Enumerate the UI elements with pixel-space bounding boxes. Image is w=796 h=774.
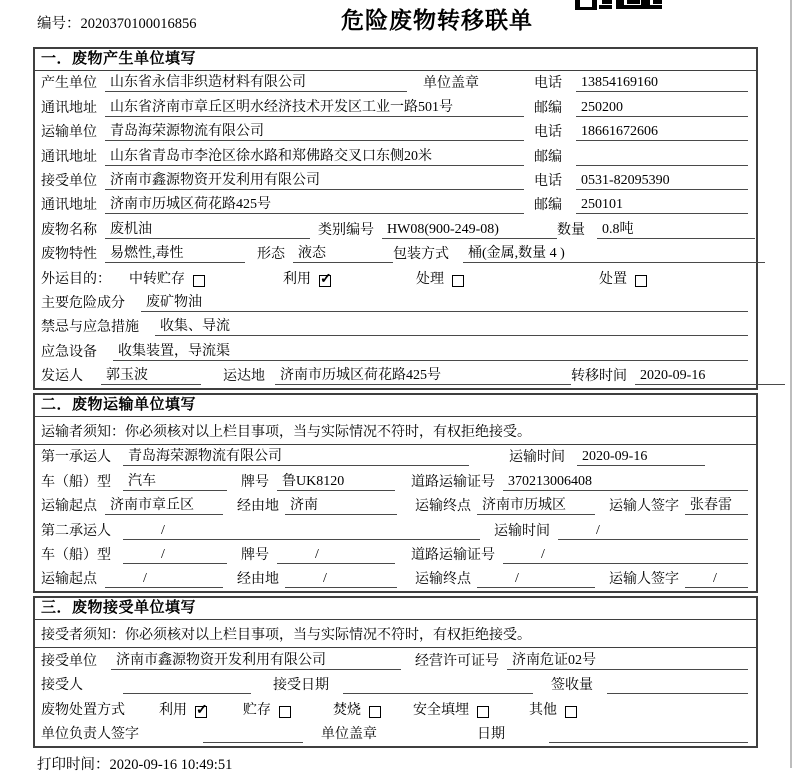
field-label: 运输人签字 (609, 499, 679, 515)
field-label: 车（船）型 (41, 548, 111, 564)
receive-date-value (343, 693, 533, 694)
field-label: 邮编 (534, 149, 562, 165)
generator-postcode-value: 250200 (576, 100, 748, 117)
vehicle-type-2-value: / (123, 547, 227, 564)
field-label: 单位负责人签字 (41, 726, 139, 742)
plate-number-value: 鲁UK8120 (277, 470, 395, 491)
row-vehicle-1 (35, 469, 756, 493)
field-label: 邮编 (534, 100, 562, 116)
field-label: 电话 (534, 125, 562, 141)
section-2-title: 二．废物运输单位填写 (35, 395, 756, 417)
field-label: 接受单位 (41, 173, 97, 189)
row-main-hazard-component (35, 291, 756, 315)
packaging-value: 桶(金属,数量 4 ) (463, 242, 765, 263)
field-label: 接受日期 (273, 678, 329, 694)
receiver-address-value: 济南市历城区荷花路425号 (105, 193, 524, 214)
unit-seal-label: 单位盖章 (423, 76, 479, 92)
purpose-option-treat (416, 268, 464, 288)
row-contraindications-measures (35, 315, 756, 339)
field-label: 运输起点 (41, 499, 97, 515)
row-receiving-unit (35, 648, 756, 672)
row-receiver-person (35, 673, 756, 697)
section-3-title: 三．废物接受单位填写 (35, 598, 756, 620)
row-first-carrier (35, 445, 756, 469)
field-label: 形态 (257, 247, 285, 263)
receiver-person-value (123, 693, 251, 694)
field-label: 接受单位 (41, 653, 97, 669)
field-label: 数量 (557, 222, 585, 238)
waste-category-code-value: HW08(900-249-08) (382, 222, 557, 239)
contraindications-value: 收集、导流 (155, 315, 748, 336)
transporter-phone-value: 18661672606 (576, 124, 748, 141)
checkbox-transfer-storage-icon (193, 275, 205, 287)
field-label: 邮编 (534, 198, 562, 214)
field-label: 接受人 (41, 678, 83, 694)
field-label: 经由地 (237, 499, 279, 515)
page-edge-divider (790, 0, 792, 768)
field-label: 运输单位 (41, 125, 97, 141)
disposal-option-other (529, 699, 577, 719)
transfer-date-value: 2020-09-16 (635, 368, 785, 385)
section-waste-generator (33, 47, 758, 390)
disposal-option-storage (243, 699, 291, 719)
field-label: 第一承运人 (41, 450, 111, 466)
shipper-name-value: 郭玉波 (101, 364, 201, 385)
emergency-equipment-value: 收集装置，导流渠 (113, 340, 748, 361)
field-label: 电话 (534, 76, 562, 92)
checkbox-disposal-incinerate-icon (369, 706, 381, 718)
checkbox-disposal-other-icon (565, 706, 577, 718)
row-second-carrier (35, 518, 756, 542)
road-transport-permit-value: 370213006408 (503, 474, 748, 491)
checkbox-disposal-landfill-icon (477, 706, 489, 718)
field-label: 运输终点 (415, 499, 471, 515)
row-transfer-purpose (35, 266, 756, 290)
road-transport-permit-2-value: / (503, 547, 748, 564)
field-label: 牌号 (241, 474, 269, 490)
disposal-option-utilize (159, 699, 207, 719)
field-label: 道路运输证号 (411, 548, 495, 564)
via-value: 济南 (285, 494, 397, 515)
destination-value: 济南市历城区荷花路425号 (275, 364, 571, 385)
checkbox-disposal-utilize-icon (195, 706, 207, 718)
unit-seal-label: 单位盖章 (321, 726, 377, 742)
receiver-phone-value: 0531-82095390 (576, 173, 748, 190)
field-label: 主要危险成分 (41, 295, 125, 311)
document-header (0, 0, 796, 47)
field-label: 第二承运人 (41, 523, 111, 539)
field-label: 运达地 (223, 369, 265, 385)
checkbox-treat-icon (452, 275, 464, 287)
waste-name-value: 废机油 (105, 218, 310, 239)
checkbox-dispose-icon (635, 275, 647, 287)
transporter-address-value: 山东省青岛市李沧区徐水路和郑佛路交叉口东侧20米 (105, 145, 524, 166)
checkbox-label: 焚烧 (333, 702, 361, 718)
checkbox-label: 处置 (599, 271, 627, 287)
operating-license-value: 济南危证02号 (507, 649, 748, 670)
receiver-notice: 接受者须知：你必须核对以上栏目事项，当与实际情况不符时，有权拒绝接受。 (35, 620, 756, 648)
field-label: 牌号 (241, 548, 269, 564)
checkbox-disposal-storage-icon (279, 706, 291, 718)
waste-quantity-value: 0.8吨 (597, 218, 755, 239)
receiving-unit-value: 济南市鑫源物资开发利用有限公司 (111, 649, 401, 670)
field-label: 车（船）型 (41, 474, 111, 490)
checkbox-label: 安全填埋 (413, 702, 469, 718)
field-label: 道路运输证号 (411, 474, 495, 490)
row-receiver-unit (35, 169, 756, 193)
checkbox-label: 贮存 (243, 702, 271, 718)
origin-value: 济南市章丘区 (105, 494, 223, 515)
field-label: 废物名称 (41, 222, 97, 238)
transporter-notice: 运输者须知：你必须核对以上栏目事项，当与实际情况不符时，有权拒绝接受。 (35, 417, 756, 445)
row-route-1 (35, 494, 756, 518)
first-carrier-value: 青岛海荣源物流有限公司 (123, 445, 469, 466)
waste-characteristics-value: 易燃性,毒性 (105, 242, 245, 263)
field-label: 发运人 (41, 369, 83, 385)
purpose-option-dispose (599, 268, 647, 288)
checkbox-label: 处理 (416, 271, 444, 287)
field-label: 经由地 (237, 572, 279, 588)
qr-code-icon (575, 0, 663, 10)
field-label: 废物特性 (41, 247, 97, 263)
field-label: 通讯地址 (41, 198, 97, 214)
print-time-label: 打印时间： (37, 756, 110, 773)
row-emergency-equipment (35, 339, 756, 363)
field-label: 电话 (534, 173, 562, 189)
field-label: 运输终点 (415, 572, 471, 588)
generator-phone-value: 13854169160 (576, 75, 748, 92)
receiver-postcode-value: 250101 (576, 197, 748, 214)
generator-unit-value: 山东省永信非织造材料有限公司 (105, 71, 407, 92)
receiver-unit-value: 济南市鑫源物资开发利用有限公司 (105, 169, 524, 190)
section-1-title: 一．废物产生单位填写 (35, 49, 756, 71)
row-transporter-unit (35, 120, 756, 144)
field-label: 外运目的： (41, 271, 111, 287)
responsible-signature-value (203, 742, 303, 743)
checkbox-label: 利用 (159, 702, 187, 718)
transport-date-2-value: / (558, 523, 748, 540)
field-label: 运输时间 (509, 450, 565, 466)
field-label: 运输起点 (41, 572, 97, 588)
field-label: 转移时间 (571, 369, 627, 385)
doc-number-label: 编号： (37, 16, 81, 32)
field-label: 日期 (477, 726, 505, 742)
purpose-option-utilize (283, 268, 331, 288)
doc-number-value: 2020370100016856 (80, 16, 197, 32)
row-disposal-method (35, 697, 756, 721)
field-label: 经营许可证号 (415, 653, 499, 669)
carrier-signature-value: 张春雷 (685, 494, 748, 515)
checkbox-label: 其他 (529, 702, 557, 718)
second-carrier-value: / (123, 523, 480, 540)
seal-date-value (549, 742, 748, 743)
disposal-option-incinerate (333, 699, 381, 719)
field-label: 签收量 (551, 678, 593, 694)
main-hazard-component-value: 废矿物油 (141, 291, 748, 312)
checkbox-utilize-icon (319, 275, 331, 287)
checkbox-label: 利用 (283, 271, 311, 287)
row-vehicle-2 (35, 543, 756, 567)
row-shipper (35, 364, 756, 388)
section-waste-receiver (33, 596, 758, 748)
field-label: 包装方式 (393, 247, 449, 263)
field-label: 禁忌与应急措施 (41, 320, 139, 336)
terminus-value: 济南市历城区 (477, 494, 595, 515)
field-label: 应急设备 (41, 344, 97, 360)
disposal-option-landfill (413, 699, 489, 719)
carrier-signature-2-value: / (685, 571, 748, 588)
doc-number (37, 12, 197, 33)
via-2-value: / (285, 571, 397, 588)
checkbox-label: 中转贮存 (129, 271, 185, 287)
row-generator-address (35, 95, 756, 119)
field-label: 运输人签字 (609, 572, 679, 588)
purpose-option-transfer-storage (129, 268, 205, 288)
field-label: 废物处置方式 (41, 702, 125, 718)
field-label: 类别编号 (318, 222, 374, 238)
row-route-2 (35, 567, 756, 591)
field-label: 产生单位 (41, 76, 97, 92)
row-responsible-signature (35, 722, 756, 746)
plate-number-2-value: / (277, 547, 395, 564)
row-transporter-address (35, 144, 756, 168)
row-generator-unit (35, 71, 756, 95)
vehicle-type-value: 汽车 (123, 470, 227, 491)
print-time (37, 753, 796, 774)
field-label: 通讯地址 (41, 100, 97, 116)
generator-address-value: 山东省济南市章丘区明水经济技术开发区工业一路501号 (105, 96, 524, 117)
transport-date-value: 2020-09-16 (577, 449, 705, 466)
row-waste-name (35, 217, 756, 241)
signed-quantity-value (607, 693, 748, 694)
row-waste-characteristics (35, 242, 756, 266)
page-title: 危险废物转移联单 (341, 8, 533, 33)
section-waste-transporter (33, 393, 758, 593)
origin-2-value: / (105, 571, 223, 588)
field-label: 通讯地址 (41, 149, 97, 165)
transporter-postcode-value (576, 165, 748, 166)
waste-form-value: 液态 (293, 242, 393, 263)
print-time-value: 2020-09-16 10:49:51 (109, 756, 233, 773)
row-receiver-address (35, 193, 756, 217)
field-label: 运输时间 (494, 523, 550, 539)
transporter-unit-value: 青岛海荣源物流有限公司 (105, 120, 524, 141)
terminus-2-value: / (477, 571, 595, 588)
